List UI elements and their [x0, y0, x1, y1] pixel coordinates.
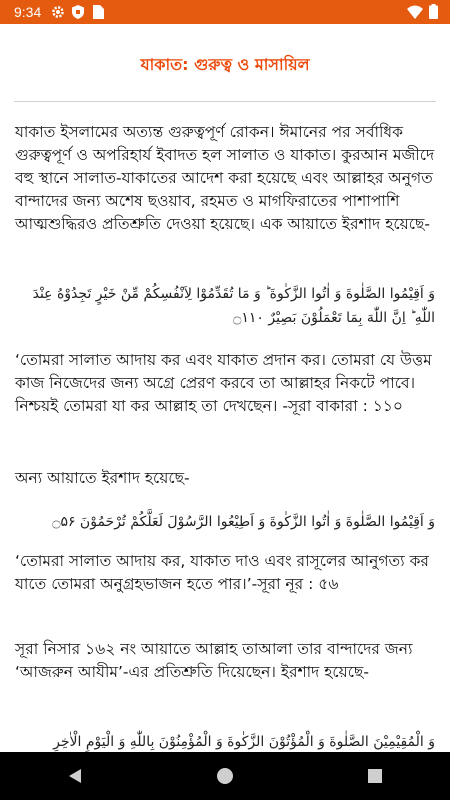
status-bar: [0, 0, 450, 24]
paragraph-another-verse: অন্য আয়াতে ইরশাদ হয়েছে-: [15, 469, 190, 487]
home-icon[interactable]: [195, 756, 255, 796]
status-time: 9:34: [14, 4, 42, 20]
recents-icon[interactable]: [345, 756, 405, 796]
paragraph-intro: যাকাত ইসলামের অত্যন্ত গুরুত্বপূর্ণ রোকন। ঈমানের পর সর্বাধিক গুরুত্বপূর্ণ ও অপরিহার্য ইবাদত হল সালাত ও যাকাত। কুরআন মজীদে বহু স্থানে সালাত-যাকাতের আদেশ করা হয়েছে এবং আল্লাহর অনুগত বান্দাদের জন্য অশেষ ছওয়াব, রহমত ও মাগফিরাতের পাশাপাশি আত্মশুদ্ধিরও প্রতিশ্রুতি দেওয়া হয়েছে। এক আয়াতে ইরশাদ হয়েছে-: [15, 123, 435, 233]
title-divider: [14, 101, 436, 102]
back-icon[interactable]: [45, 756, 105, 796]
gear-icon: [51, 5, 65, 19]
article-content[interactable]: [0, 24, 450, 752]
arabic-verse-nisa: وَ الْمُقِيْمِيْنَ الصَّلٰوةَ وَ الْمُؤْتُوْنَ الزَّكٰوةَ وَ الْمُؤْمِنُوْنَ بِاللّٰهِ وَ الْيَوْمِ الْاٰخِرِ: [53, 734, 435, 750]
shield-icon: [71, 5, 85, 19]
paragraph-translation-nur: ‘তোমরা সালাত আদায় কর, যাকাত দাও এবং রাসূলের আনুগত্য কর যাতে তোমরা অনুগ্রহভাজন হতে পার।’-সূরা নূর : ৫৬: [15, 552, 429, 593]
wifi-icon: [407, 5, 423, 22]
paragraph-nisa: সূরা নিসার ১৬২ নং আয়াতে আল্লাহ তাআলা তার বান্দাদের জন্য ‘আজরুন আযীম’-এর প্রতিশ্রুতি দিয়েছেন। ইরশাদ হয়েছে-: [15, 640, 413, 681]
navigation-bar: [0, 752, 450, 800]
arabic-verse-baqara: وَ اَقِيْمُوا الصَّلٰوةَ وَ اٰتُوا الزَّكٰوةَ ؕ وَ مَا تُقَدِّمُوْا لِاَنْفُسِكُمْ مِّنْ خَيْرٍ تَجِدُوْهُ عِنْدَ اللّٰهِ ؕ اِنَّ اللّٰهَ بِمَا تَعْمَلُوْنَ بَصِيْرٌ ۝۱۱۰: [32, 286, 435, 326]
article-title: যাকাত: গুরুত্ব ও মাসায়িল: [140, 55, 310, 74]
battery-icon: [429, 4, 438, 22]
sim-card-icon: [91, 5, 105, 19]
arabic-verse-nur: وَ اَقِيْمُوا الصَّلٰوةَ وَ اٰتُوا الزَّكٰوةَ وَ اَطِيْعُوا الرَّسُوْلَ لَعَلَّكُمْ تُرْحَمُوْنَ ۝۵۶: [52, 514, 435, 530]
paragraph-translation-baqara: ‘তোমরা সালাত আদায় কর এবং যাকাত প্রদান কর। তোমরা যে উত্তম কাজ নিজেদের জন্য অগ্রে প্রেরণ করবে তা আল্লাহর নিকটে পাবে। নিশ্চয়ই তোমরা যা কর আল্লাহ তা দেখছেন। -সূরা বাকারা : ১১০: [15, 351, 432, 415]
